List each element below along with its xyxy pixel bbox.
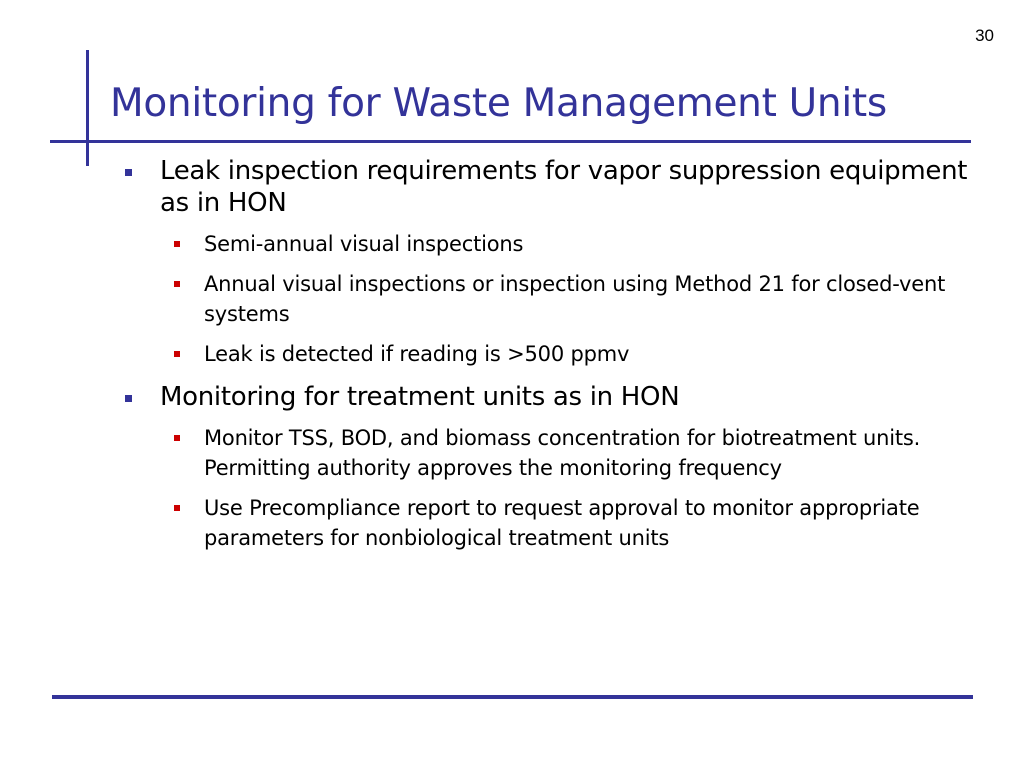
bullet-item [120, 155, 980, 219]
sub-bullet-text: Annual visual inspections or inspection using Method 21 for closed-vent systems [204, 272, 946, 326]
sub-bullet-item [120, 229, 964, 259]
square-sub-bullet-icon [174, 505, 180, 511]
sub-bullet-text: Semi-annual visual inspections [204, 232, 524, 256]
square-sub-bullet-icon [174, 435, 180, 441]
square-sub-bullet-icon [174, 281, 180, 287]
square-bullet-icon [125, 395, 132, 402]
sub-bullet-item [120, 339, 964, 369]
vertical-accent-rule [86, 50, 89, 166]
footer-rule [52, 695, 973, 699]
bullet-item [120, 381, 980, 413]
square-bullet-icon [125, 169, 132, 176]
bullet-text: Monitoring for treatment units as in HON [160, 382, 680, 412]
sub-bullet-item [120, 493, 964, 553]
sub-bullet-text: Leak is detected if reading is >500 ppmv [204, 342, 630, 366]
sub-bullet-list [120, 229, 980, 369]
sub-bullet-item [120, 423, 964, 483]
sub-bullet-text: Monitor TSS, BOD, and biomass concentration for biotreatment units. Permitting authority approves the monitoring frequency [204, 426, 921, 480]
slide-number: 30 [975, 26, 994, 45]
sub-bullet-item [120, 269, 964, 329]
square-sub-bullet-icon [174, 241, 180, 247]
sub-bullet-text: Use Precompliance report to request approval to monitor appropriate parameters for nonbiological treatment units [204, 496, 920, 550]
slide-title: Monitoring for Waste Management Units [110, 81, 887, 126]
bullet-text: Leak inspection requirements for vapor suppression equipment as in HON [160, 156, 968, 218]
sub-bullet-list [120, 423, 980, 553]
bullet-list [120, 155, 980, 565]
square-sub-bullet-icon [174, 351, 180, 357]
title-underline-rule [50, 140, 971, 143]
